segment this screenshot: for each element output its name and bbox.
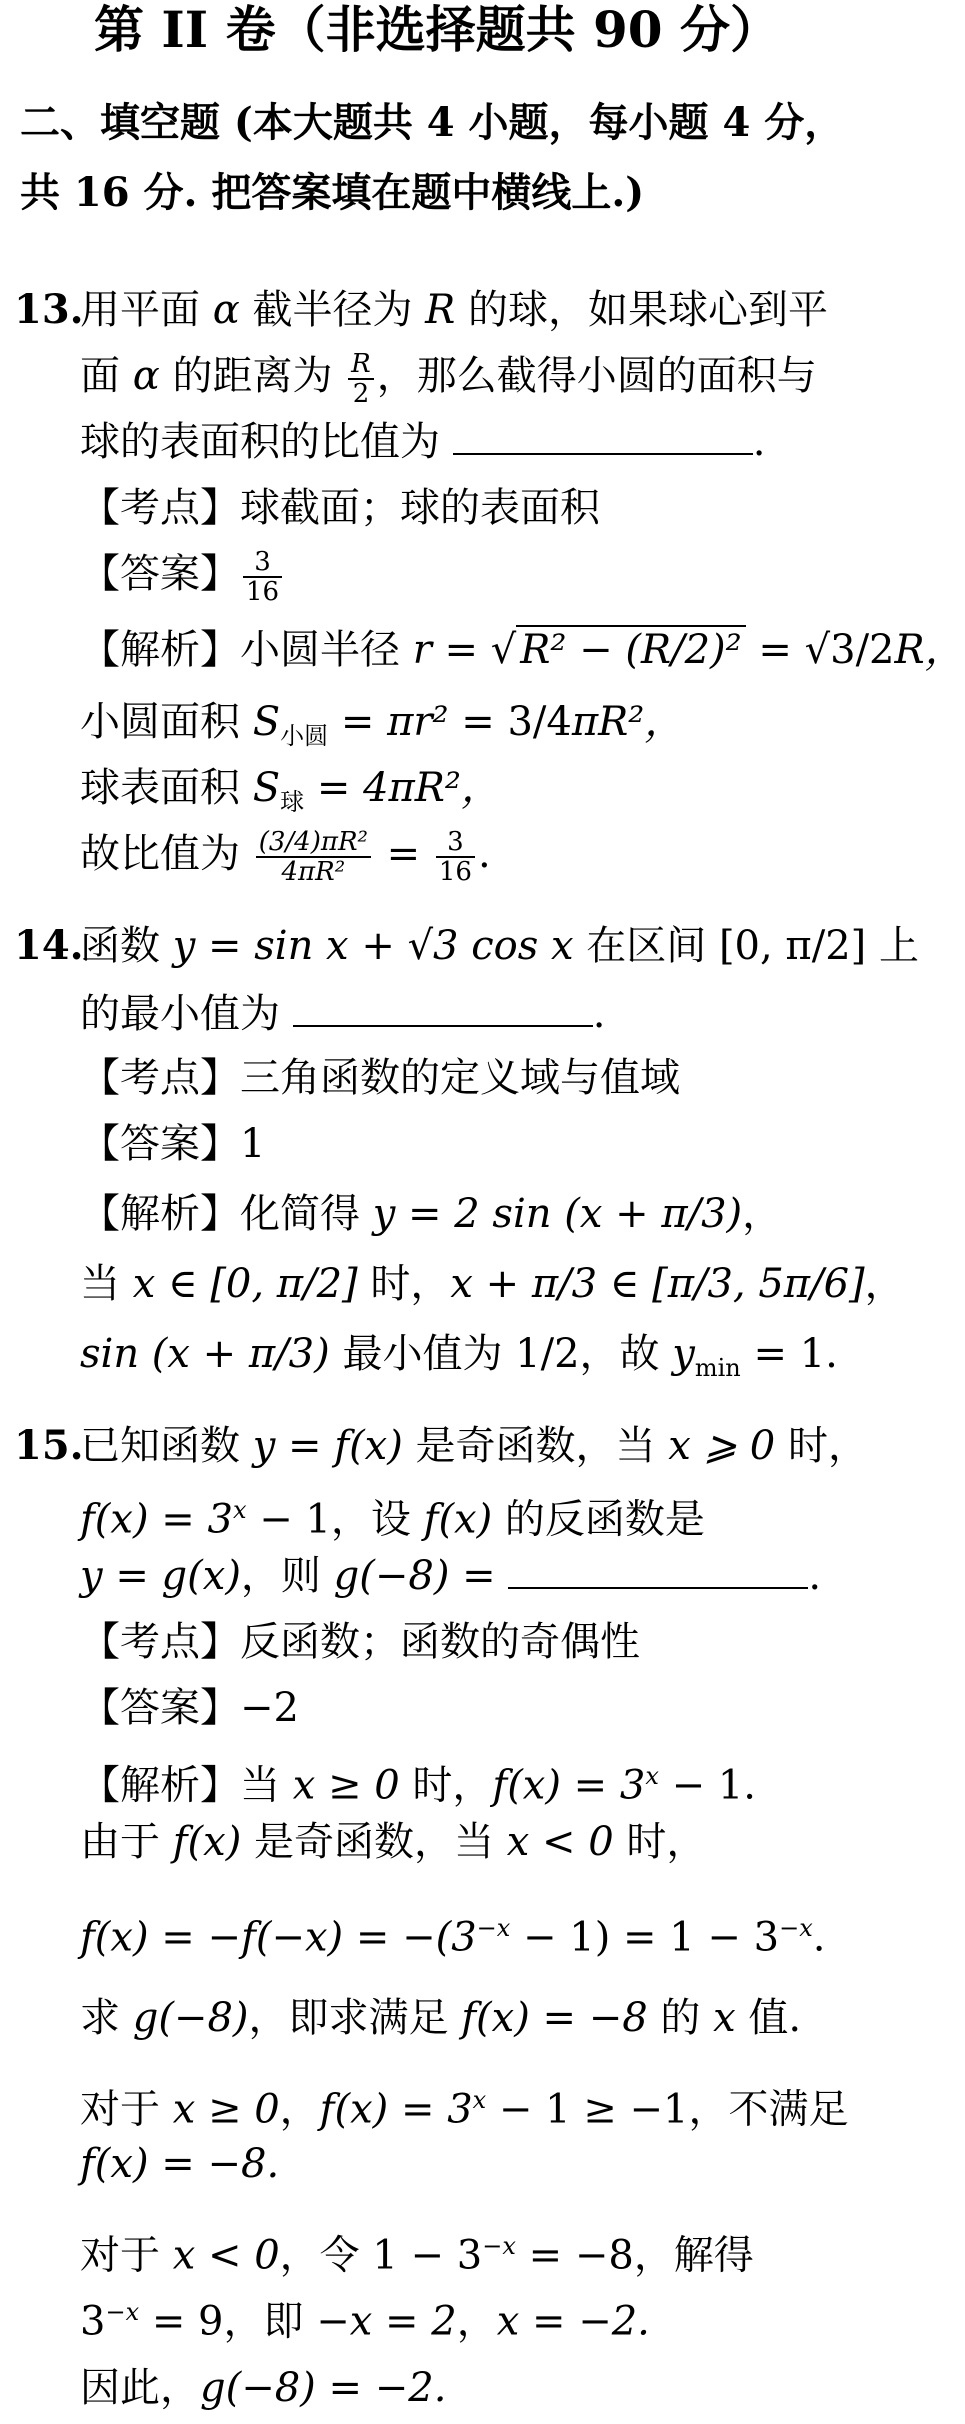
q14-line-2: 的最小值为 . bbox=[80, 991, 606, 1037]
q13-jiexi-3: 球表面积 $S_球 = 4\pi R^2$， bbox=[80, 765, 501, 816]
q15-line-2: $f(x) = 3^x - 1$，设 f(x) 的反函数是 bbox=[80, 1496, 705, 1543]
answer-blank[interactable] bbox=[453, 419, 753, 455]
q15-jiexi-2: 由于 f(x) 是奇函数，当 x < 0 时， bbox=[80, 1819, 707, 1865]
q14-jiexi-3: sin (x + π/3) 最小值为 1/2，故 $y_{min} = 1$. bbox=[80, 1331, 838, 1382]
answer-blank[interactable] bbox=[293, 991, 593, 1027]
q14-kaodian: 【考点】三角函数的定义域与值域 bbox=[80, 1055, 680, 1101]
fraction: $\frac{R}{2}$ bbox=[348, 350, 374, 408]
q13-jiexi-4: 故比值为 $\frac{\text{(3/4)πR²}}{\text{4πR²}}$ = $\frac{3}{16}$ . bbox=[80, 827, 491, 887]
q13-jiexi-2: 小圆面积 $S_{小圆} = \pi r^2 = 3/4\pi R^2$， bbox=[80, 699, 685, 750]
section-line-2: 共 16 分. 把答案填在题中横线上.) bbox=[20, 169, 645, 216]
q15-jiexi-3: $f(x) = -f(-x) = -(3^{-x} - 1) = 1 - 3^{-x}$. bbox=[80, 1914, 826, 1961]
section-line-1: 二、填空题 (本大题共 4 小题，每小题 4 分， bbox=[20, 99, 845, 146]
question-number-15: 15. bbox=[14, 1422, 84, 1469]
q13-jiexi-1: 【解析】小圆半径 r = √ R² − (R/2)² = √3/2R， bbox=[80, 627, 965, 673]
q14-answer: 【答案】1 bbox=[80, 1121, 266, 1167]
q14-jiexi-1: 【解析】化简得 y = 2 sin (x + π/3)， bbox=[80, 1191, 783, 1237]
q13-line-1: 用平面 α 截半径为 R 的球，如果球心到平 bbox=[80, 287, 829, 333]
q13-answer: 【答案】 $\frac{3}{16}$ bbox=[80, 542, 870, 606]
q15-jiexi-7: 对于 x < 0，令 $1 - 3^{-x} = -8$，解得 bbox=[80, 2232, 754, 2279]
q15-line-1: 已知函数 y = f(x) 是奇函数，当 x ⩾ 0 时， bbox=[80, 1423, 868, 1469]
answer-blank[interactable] bbox=[508, 1553, 808, 1589]
q14-line-1: 函数 y = sin x + √3 cos x 在区间 [0, π/2] 上 bbox=[80, 923, 919, 969]
q15-answer: 【答案】−2 bbox=[80, 1685, 299, 1731]
q15-jiexi-4: 求 g(−8)，即求满足 f(x) = −8 的 x 值. bbox=[80, 1995, 802, 2041]
q15-kaodian: 【考点】反函数；函数的奇偶性 bbox=[80, 1619, 640, 1665]
q15-jiexi-6: f(x) = −8. bbox=[80, 2141, 280, 2187]
q15-line-3: y = g(x)，则 g(−8) = . bbox=[80, 1553, 822, 1599]
q15-jiexi-1: 【解析】当 x ≥ 0 时，$f(x) = 3^x - 1$. bbox=[80, 1762, 757, 1809]
q15-jiexi-5: 对于 x ≥ 0，$f(x) = 3^x - 1 \ge -1$，不满足 bbox=[80, 2086, 849, 2133]
question-number-13: 13. bbox=[14, 286, 84, 333]
answer-fraction: $\frac{3}{16}$ bbox=[243, 548, 282, 606]
q15-jiexi-8: $3^{-x} = 9$，即 −x = 2，x = −2. bbox=[80, 2298, 650, 2345]
q15-jiexi-9: 因此，g(−8) = −2. bbox=[80, 2365, 447, 2411]
page-title: 第 II 卷（非选择题共 90 分） bbox=[94, 0, 780, 59]
q13-line-2: 面 α 的距离为 $\frac{R}{2}$ ，那么截得小圆的面积与 bbox=[80, 349, 817, 409]
q13-line-3: 球的表面积的比值为 . bbox=[80, 419, 766, 465]
q14-jiexi-2: 当 x ∈ [0, π/2] 时，x + π/3 ∈ [π/3, 5π/6]， bbox=[80, 1261, 905, 1307]
ratio-fraction: $\frac{\text{(3/4)πR²}}{\text{4πR²}}$ bbox=[256, 828, 371, 886]
q13-kaodian: 【考点】球截面；球的表面积 bbox=[80, 485, 600, 531]
question-number-14: 14. bbox=[14, 922, 84, 969]
ratio-result: $\frac{3}{16}$ bbox=[436, 828, 475, 886]
section-header bbox=[20, 88, 860, 228]
